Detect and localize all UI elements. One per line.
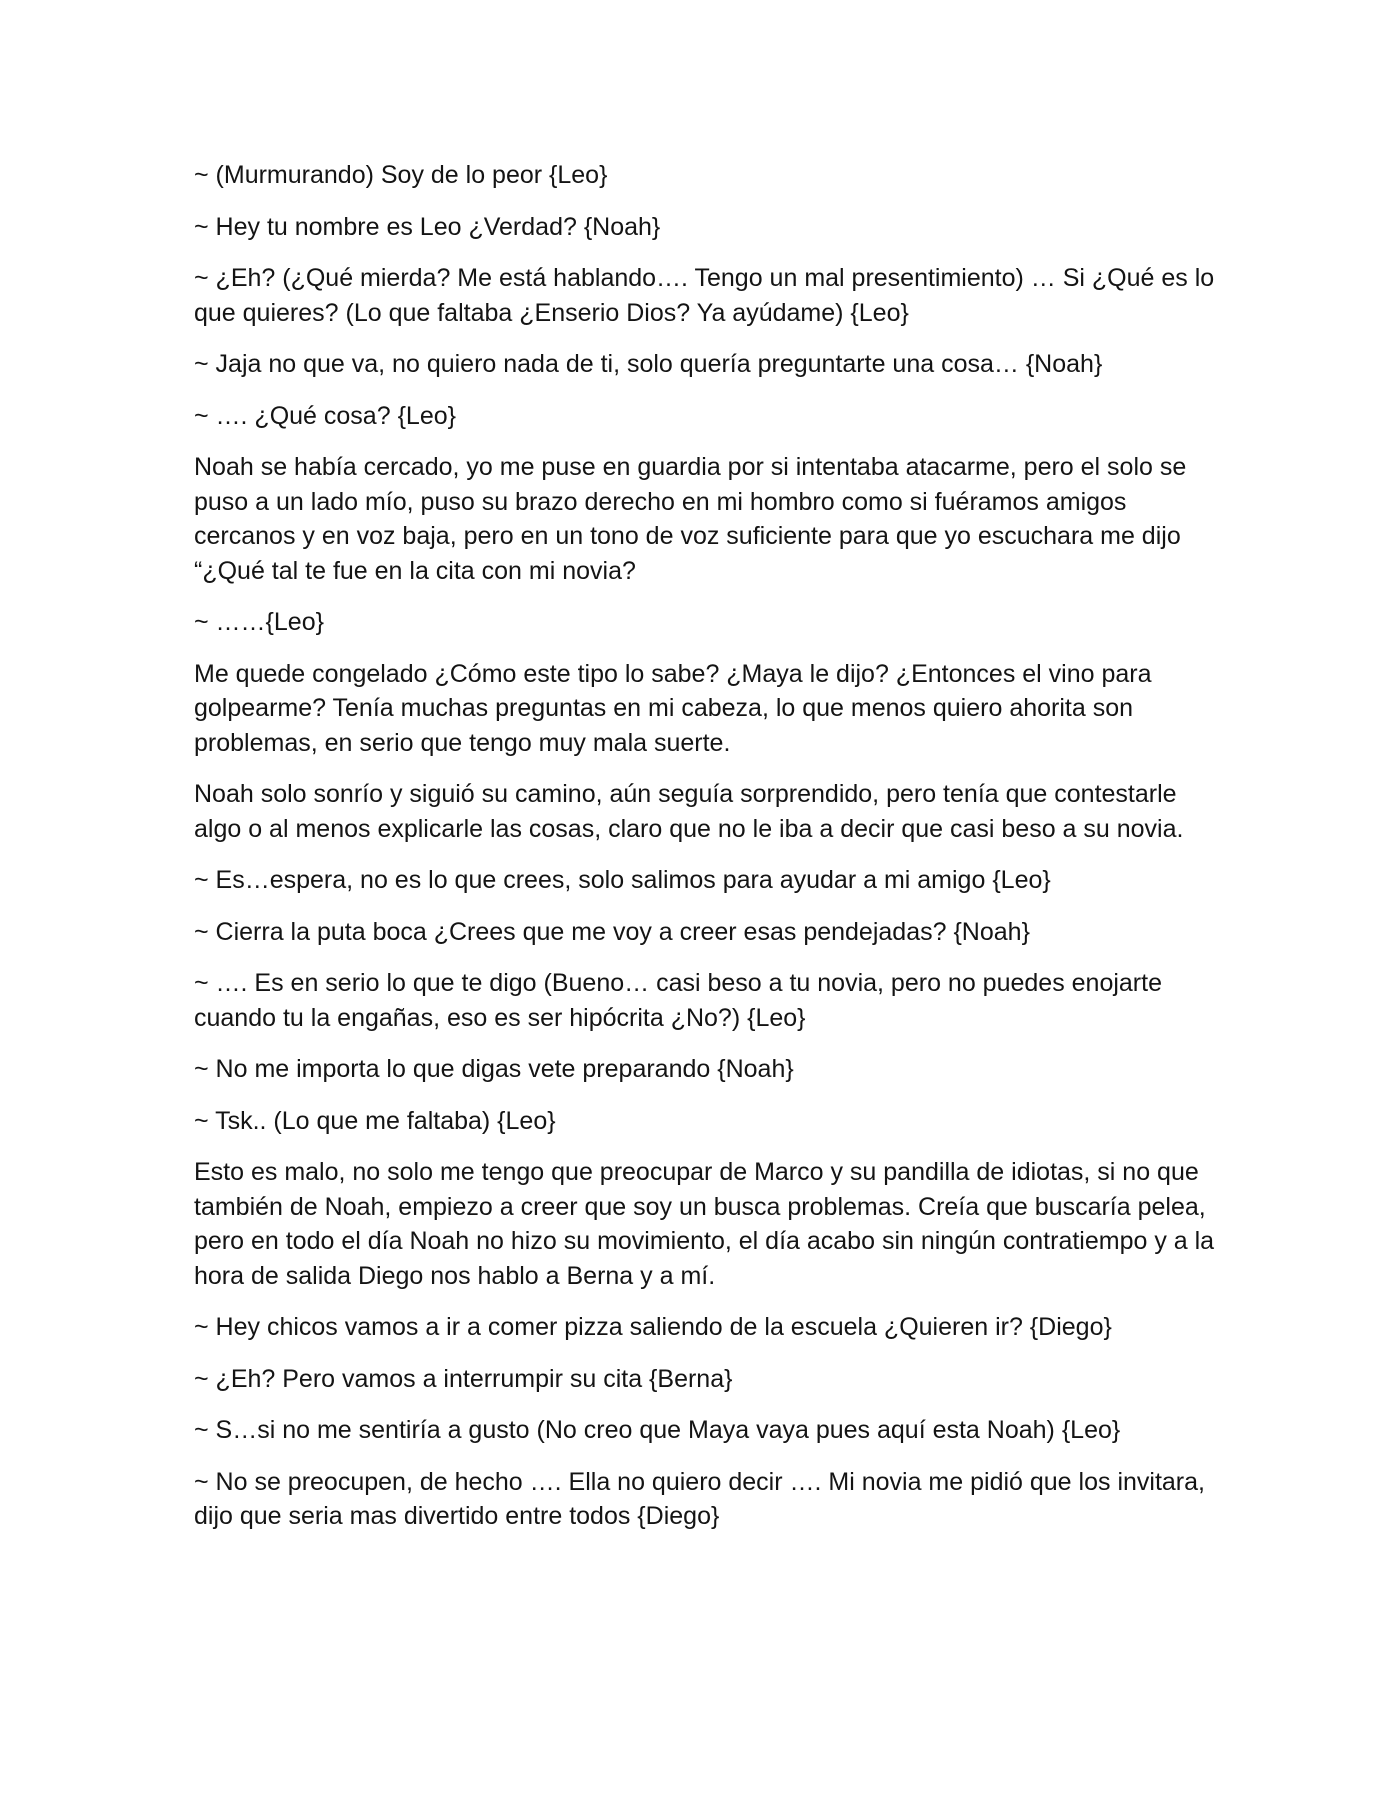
paragraph: ~ Es…espera, no es lo que crees, solo salimos para ayudar a mi amigo {Leo}	[194, 866, 1051, 894]
paragraph: ~ …. ¿Qué cosa? {Leo}	[194, 401, 456, 430]
paragraph: ~ …. Es en serio lo que te digo (Bueno… casi beso a tu novia, pero no puedes enojarte cuando tu la engañas, eso es ser hipócrita ¿No?) {Leo}	[194, 969, 1162, 1032]
paragraph: ~ Hey chicos vamos a ir a comer pizza saliendo de la escuela ¿Quieren ir? {Diego}	[194, 1313, 1112, 1341]
document-body	[194, 158, 1224, 1551]
paragraph: Noah solo sonrío y siguió su camino, aún seguía sorprendido, pero tenía que contestarle algo o al menos explicarle las cosas, claro que no le iba a decir que casi beso a su novia.	[194, 780, 1184, 843]
paragraph: ~ (Murmurando) Soy de lo peor {Leo}	[194, 161, 608, 189]
paragraph: Noah se había cercado, yo me puse en guardia por si intentaba atacarme, pero el solo se puso a un lado mío, puso su brazo derecho en mi hombro como si fuéramos amigos cercanos y en voz baja, pero en un tono de voz suficiente para que yo escuchara me dijo “¿Qué tal te fue en la cita con mi novia?	[194, 453, 1187, 585]
paragraph: ~ No me importa lo que digas vete preparando {Noah}	[194, 1055, 794, 1083]
paragraph: ~ Hey tu nombre es Leo ¿Verdad? {Noah}	[194, 212, 661, 241]
paragraph: ~ ¿Eh? (¿Qué mierda? Me está hablando…. Tengo un mal presentimiento) … Si ¿Qué es lo que quieres? (Lo que faltaba ¿Enserio Dios? Ya ayúdame) {Leo}	[194, 264, 1215, 327]
paragraph: ~ Tsk.. (Lo que me faltaba) {Leo}	[194, 1106, 556, 1135]
paragraph: ~ Cierra la puta boca ¿Crees que me voy a creer esas pendejadas? {Noah}	[194, 917, 1030, 946]
paragraph: Esto es malo, no solo me tengo que preocupar de Marco y su pandilla de idiotas, si no que también de Noah, empiezo a creer que soy un busca problemas. Creía que buscaría pelea, pero en todo el día Noah no hizo su movimiento, el día acabo sin ningún contratiempo y a la hora de salida Diego nos hablo a Berna y a mí.	[194, 1158, 1215, 1290]
paragraph: ~ ……{Leo}	[194, 608, 324, 636]
paragraph: ~ No se preocupen, de hecho …. Ella no quiero decir …. Mi novia me pidió que los invitara, dijo que seria mas divertido entre todos {Diego}	[194, 1467, 1205, 1530]
paragraph: ~ Jaja no que va, no quiero nada de ti, solo quería preguntarte una cosa… {Noah}	[194, 350, 1103, 378]
paragraph: ~ ¿Eh? Pero vamos a interrumpir su cita {Berna}	[194, 1364, 733, 1393]
paragraph: Me quede congelado ¿Cómo este tipo lo sabe? ¿Maya le dijo? ¿Entonces el vino para golpearme? Tenía muchas preguntas en mi cabeza, lo que menos quiero ahorita son problemas, en serio que tengo muy mala suerte.	[194, 659, 1152, 757]
paragraph: ~ S…si no me sentiría a gusto (No creo que Maya vaya pues aquí esta Noah) {Leo}	[194, 1416, 1121, 1444]
